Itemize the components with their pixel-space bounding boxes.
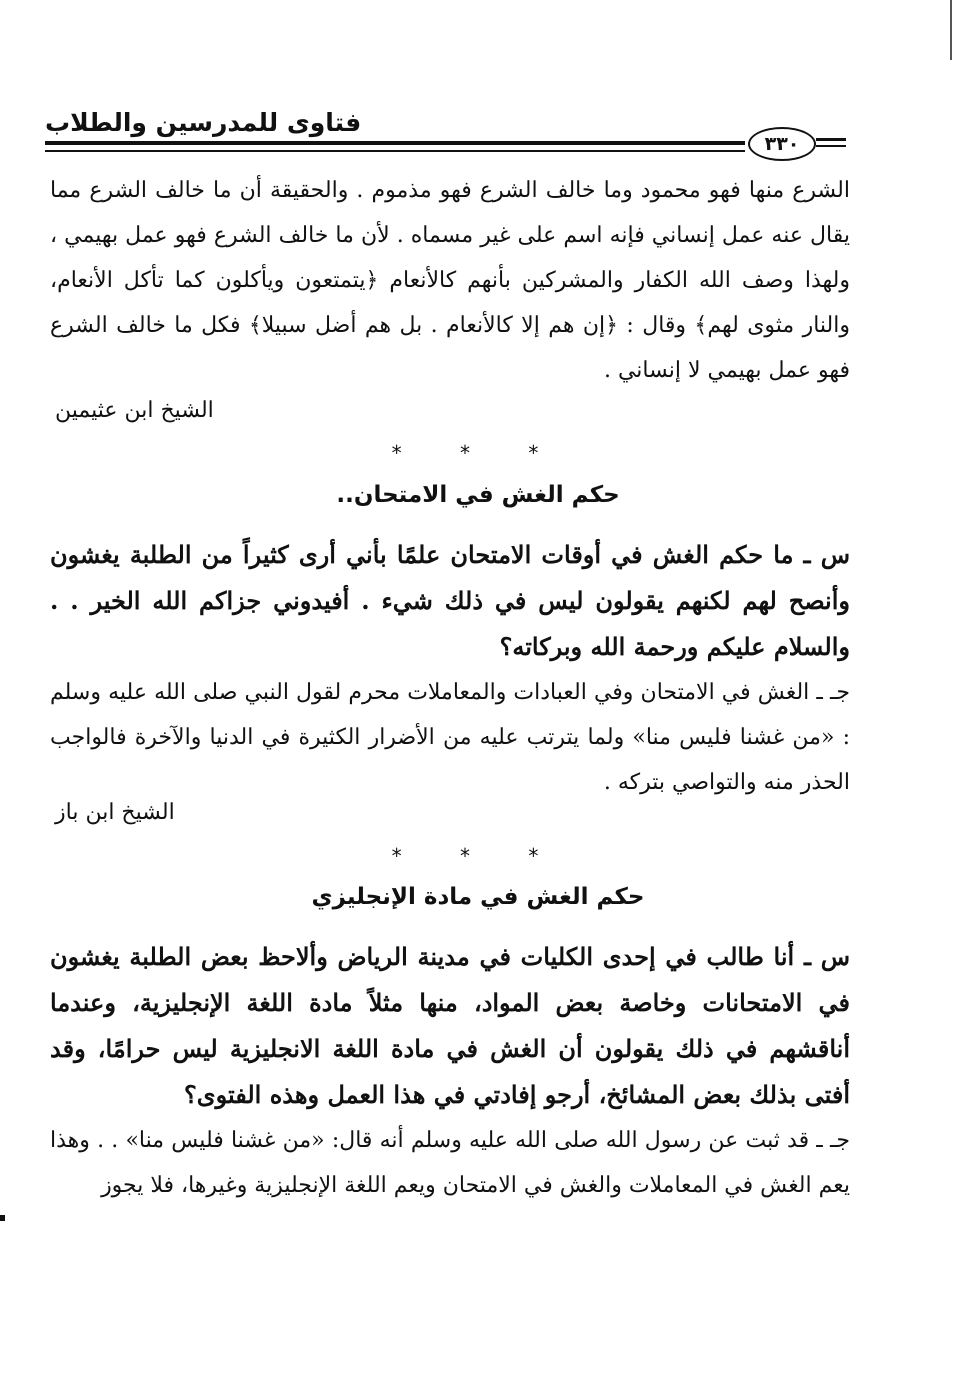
running-header — [45, 108, 856, 163]
header-rule-thin — [45, 150, 745, 152]
question-2: س ـ أنا طالب في إحدى الكليات في مدينة الرياض وألاحظ بعض الطلبة يغشون في الامتحانات وخاصة بعض المواد، منها مثلاً مادة اللغة الإنجليزية، وعندما أناقشهم في ذلك يقولون أن الغش في مادة اللغة الانجليزية ليس حرامًا، وقد أفتى بذلك بعض المشائخ، أرجو إفادتي في هذا العمل وهذه الفتوى؟ — [50, 942, 850, 1109]
section-separator-2: * * * — [391, 844, 565, 868]
page-number: ٣٣٠ — [748, 127, 816, 161]
answer-2: جـ ـ قد ثبت عن رسول الله صلى الله عليه وسلم أنه قال: «من غشنا فليس منا» . . وهذا يعم الغش في المعاملات والغش في الامتحان ويعم اللغة الإنجليزية وغيرها، فلا يجوز — [50, 1128, 850, 1198]
section-title-exam-cheating: حكم الغش في الامتحان.. — [336, 482, 620, 508]
header-rule-thick — [45, 141, 745, 145]
qa-block-1 — [50, 532, 850, 805]
margin-mark — [0, 1215, 5, 1221]
page-number-dash — [816, 138, 846, 141]
intro-paragraph-block — [50, 168, 850, 393]
qa-block-2 — [50, 934, 850, 1208]
section-title-english-cheating: حكم الغش في مادة الإنجليزي — [311, 884, 645, 910]
intro-paragraph: الشرع منها فهو محمود وما خالف الشرع فهو مذموم . والحقيقة أن ما خالف الشرع مما يقال عنه عمل إنساني فإنه اسم على غير مسماه . لأن ما خالف الشرع فهو عمل بهيمي ، ولهذا وصف الله الكفار والمشركين بأنهم كالأنعام ﴿يتمتعون ويأكلون كما تأكل الأنعام، والنار مثوى لهم﴾ وقال : ﴿إن هم إلا كالأنعام . بل هم أضل سبيلا﴾ فكل ما خالف الشرع فهو عمل بهيمي لا إنساني . — [50, 178, 850, 383]
question-1: س ـ ما حكم الغش في أوقات الامتحان علمًا بأني أرى كثيراً من الطلبة يغشون وأنصح لهم لكنهم يقولون ليس في ذلك شيء . أفيدوني جزاكم الله الخير . . والسلام عليكم ورحمة الله وبركاته؟ — [50, 540, 850, 661]
section-separator: * * * — [391, 441, 565, 465]
page-number-dash-thin — [816, 145, 846, 147]
page-edge-line — [950, 0, 952, 60]
signature-ibn-uthaymeen: الشيخ ابن عثيمين — [55, 398, 214, 423]
signature-ibn-baz: الشيخ ابن باز — [55, 800, 175, 825]
book-title: فتاوى للمدرسين والطلاب — [45, 108, 362, 137]
answer-1: جـ ـ الغش في الامتحان وفي العبادات والمعاملات محرم لقول النبي صلى الله عليه وسلم : «من غشنا فليس منا» ولما يترتب عليه من الأضرار الكثيرة في الدنيا والآخرة فالواجب الحذر منه والتواصي بتركه . — [50, 680, 850, 795]
